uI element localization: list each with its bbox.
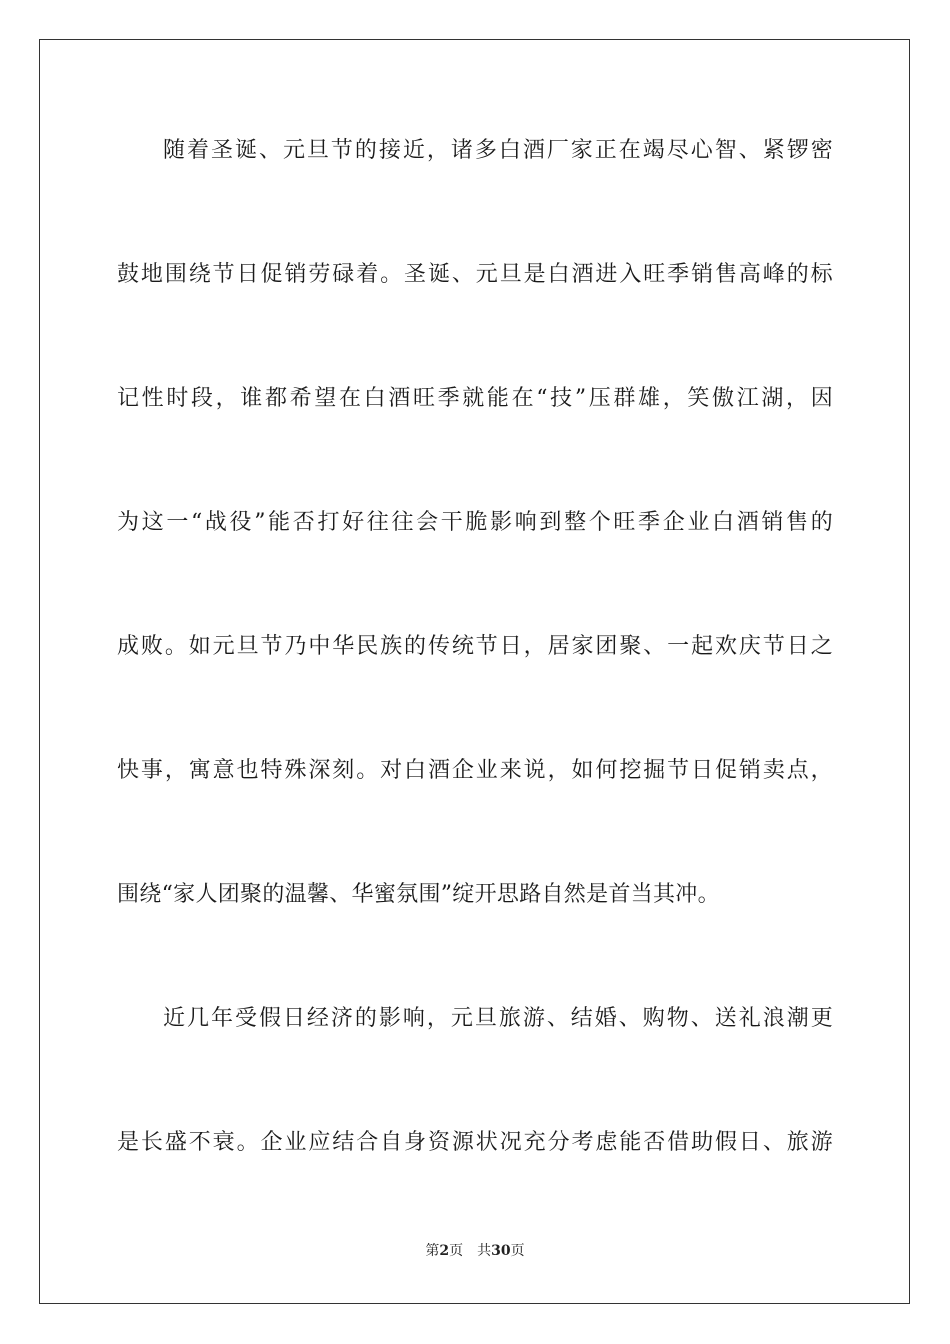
paragraph-1-line-5: 成败。如元旦节乃中华民族的传统节日，居家团聚、一起欢庆节日之 (117, 634, 833, 659)
total-label-suffix: 页 (510, 1243, 525, 1259)
paragraph-1-line-4: 为这一“战役”能否打好往往会干脆影响到整个旺季企业白酒销售的 (117, 510, 833, 535)
paragraph-1-line-2: 鼓地围绕节日促销劳碌着。圣诞、元旦是白酒进入旺季销售高峰的标 (117, 262, 833, 287)
total-label-prefix: 共 (477, 1243, 492, 1259)
paragraph-1-line-3: 记性时段，谁都希望在白酒旺季就能在“技”压群雄，笑傲江湖，因 (117, 386, 833, 411)
page-footer (0, 1241, 950, 1261)
paragraph-1-line-1: 随着圣诞、元旦节的接近，诸多白酒厂家正在竭尽心智、紧锣密 (163, 138, 833, 163)
page-number: 2 (439, 1243, 450, 1259)
paragraph-2-line-1: 近几年受假日经济的影响，元旦旅游、结婚、购物、送礼浪潮更 (163, 1006, 833, 1031)
paragraph-1-line-7: 围绕“家人团聚的温馨、华蜜氛围”绽开思路自然是首当其冲。 (117, 882, 720, 907)
total-pages: 30 (491, 1243, 511, 1259)
page-border (39, 39, 910, 1304)
paragraph-2-line-2: 是长盛不衰。企业应结合自身资源状况充分考虑能否借助假日、旅游 (117, 1130, 833, 1155)
paragraph-1-line-6: 快事，寓意也特殊深刻。对白酒企业来说，如何挖掘节日促销卖点， (117, 758, 833, 783)
page-label-suffix: 页 (449, 1243, 464, 1259)
page-label-prefix: 第 (425, 1243, 440, 1259)
